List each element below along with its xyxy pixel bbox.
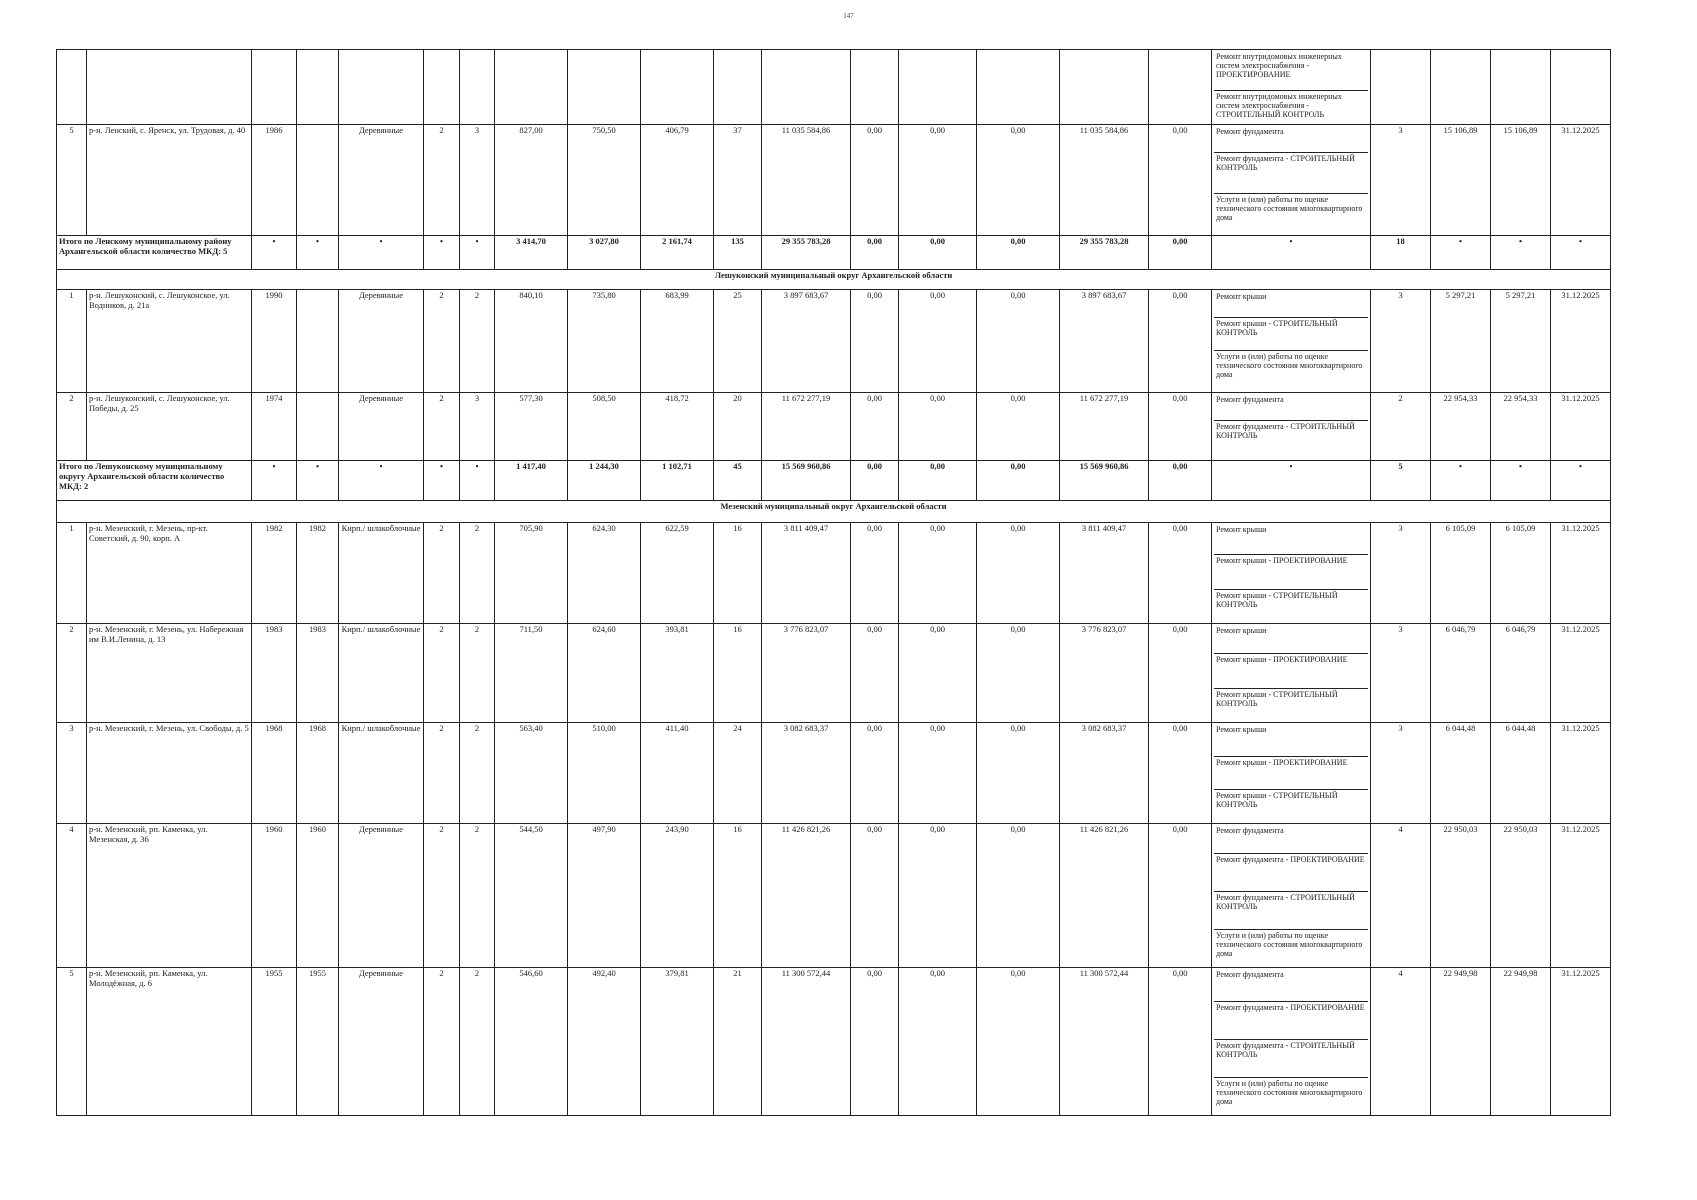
work-item: Ремонт фундамента - ПРОЕКТИРОВАНИЕ (1214, 854, 1368, 892)
address: р-н. Мезенский, г. Мезень, ул. Набережная им В.И.Ленина, д. 13 (87, 624, 252, 723)
address: р-н. Мезенский, г. Мезень, ул. Свободы, д. 5 (87, 723, 252, 824)
works-cell (1212, 624, 1371, 723)
total-dot: • (1431, 461, 1491, 501)
year-built: 1986 (252, 125, 297, 236)
work-count: 3 (1371, 125, 1431, 236)
year-renovated (297, 393, 339, 461)
deadline: 31.12.2025 (1551, 523, 1611, 624)
work-item: Ремонт крыши (1214, 724, 1368, 757)
area-living: 750,50 (568, 125, 641, 236)
cost-regional: 0,00 (899, 125, 977, 236)
cost-total: 11 672 277,19 (762, 393, 851, 461)
year-built: 1982 (252, 523, 297, 624)
cost-municipal: 0,00 (977, 624, 1060, 723)
capital-repair-register-table (56, 49, 1611, 1116)
total-dot: • (424, 236, 460, 270)
work-item: Ремонт внутридомовых инженерных систем электроснабжения - СТРОИТЕЛЬНЫЙ КОНТРОЛЬ (1216, 92, 1342, 120)
cost-regional: 0,00 (899, 290, 977, 393)
table-row (57, 723, 1611, 824)
work-count: 4 (1371, 968, 1431, 1116)
total-cost-other: 0,00 (1149, 236, 1212, 270)
entrances: 3 (460, 393, 495, 461)
cost-total: 11 300 572,44 (762, 968, 851, 1116)
cost-regional: 0,00 (899, 523, 977, 624)
work-count: 2 (1371, 393, 1431, 461)
entrances: 3 (460, 125, 495, 236)
area-total: 705,90 (495, 523, 568, 624)
cost-owners: 11 300 572,44 (1060, 968, 1149, 1116)
total-cost-regional: 0,00 (899, 236, 977, 270)
total-label: Итого по Лешуконскому муниципальному округу Архангельской области количество МКД: 2 (57, 461, 252, 501)
unit-cost-limit: 6 105,09 (1491, 523, 1551, 624)
residents: 37 (714, 125, 762, 236)
total-work-count: 18 (1371, 236, 1431, 270)
total-cost-municipal: 0,00 (977, 461, 1060, 501)
row-number: 3 (57, 723, 87, 824)
wall-material: Кирп./ шлакоблочные (339, 624, 424, 723)
table-row (57, 290, 1611, 393)
total-dot: • (1491, 461, 1551, 501)
unit-cost: 5 297,21 (1431, 290, 1491, 393)
total-dot: • (1431, 236, 1491, 270)
cost-total: 3 811 409,47 (762, 523, 851, 624)
total-work-count: 5 (1371, 461, 1431, 501)
unit-cost: 6 046,79 (1431, 624, 1491, 723)
total-area-living: 1 244,30 (568, 461, 641, 501)
cost-municipal: 0,00 (977, 125, 1060, 236)
total-cost-owners: 29 355 783,28 (1060, 236, 1149, 270)
total-dot: • (1212, 236, 1371, 270)
row-number: 1 (57, 290, 87, 393)
work-item: Ремонт крыши (1214, 291, 1368, 318)
cost-federal: 0,00 (851, 393, 899, 461)
address: р-н. Лешуконский, с. Лешуконское, ул. Водников, д. 21а (87, 290, 252, 393)
works-cell (1212, 393, 1371, 461)
entrances: 2 (460, 290, 495, 393)
unit-cost: 22 949,98 (1431, 968, 1491, 1116)
cost-regional: 0,00 (899, 824, 977, 968)
cost-federal: 0,00 (851, 290, 899, 393)
cost-owners: 3 897 683,67 (1060, 290, 1149, 393)
total-dot: • (1491, 236, 1551, 270)
cost-federal: 0,00 (851, 723, 899, 824)
cost-owners: 11 426 821,26 (1060, 824, 1149, 968)
address: р-н. Лешуконский, с. Лешуконское, ул. Победы, д. 25 (87, 393, 252, 461)
floors: 2 (424, 624, 460, 723)
deadline: 31.12.2025 (1551, 723, 1611, 824)
work-count: 3 (1371, 723, 1431, 824)
year-renovated: 1983 (297, 624, 339, 723)
year-built: 1983 (252, 624, 297, 723)
table-row (57, 393, 1611, 461)
entrances: 2 (460, 723, 495, 824)
area-owned: 683,99 (641, 290, 714, 393)
unit-cost-limit: 6 046,79 (1491, 624, 1551, 723)
area-owned: 406,79 (641, 125, 714, 236)
works-cell (1212, 50, 1371, 125)
total-dot: • (297, 236, 339, 270)
cost-municipal: 0,00 (977, 290, 1060, 393)
work-item: Ремонт крыши - ПРОЕКТИРОВАНИЕ (1214, 555, 1368, 590)
work-item: Услуги и (или) работы по оценке технического состояния многоквартирного дома (1216, 195, 1363, 223)
area-total: 544,50 (495, 824, 568, 968)
work-item: Ремонт крыши - СТРОИТЕЛЬНЫЙ КОНТРОЛЬ (1214, 318, 1368, 351)
residents: 16 (714, 824, 762, 968)
total-dot: • (1551, 236, 1611, 270)
table-row (57, 624, 1611, 723)
floors: 2 (424, 824, 460, 968)
work-item: Ремонт крыши - ПРОЕКТИРОВАНИЕ (1214, 757, 1368, 790)
work-item: Ремонт фундамента (1214, 126, 1368, 153)
cost-federal: 0,00 (851, 968, 899, 1116)
area-owned: 243,90 (641, 824, 714, 968)
cost-federal: 0,00 (851, 824, 899, 968)
deadline: 31.12.2025 (1551, 824, 1611, 968)
work-item: Ремонт крыши - ПРОЕКТИРОВАНИЕ (1214, 654, 1368, 689)
cost-total: 11 426 821,26 (762, 824, 851, 968)
year-built: 1990 (252, 290, 297, 393)
work-item: Ремонт крыши - СТРОИТЕЛЬНЫЙ КОНТРОЛЬ (1216, 791, 1338, 810)
cost-total: 11 035 584,86 (762, 125, 851, 236)
total-dot: • (339, 236, 424, 270)
floors: 2 (424, 723, 460, 824)
total-area-total: 1 417,40 (495, 461, 568, 501)
address: р-н. Ленский, с. Яренск, ул. Трудовая, д. 40 (87, 125, 252, 236)
cost-total: 3 082 683,37 (762, 723, 851, 824)
cost-regional: 0,00 (899, 393, 977, 461)
total-area-owned: 1 102,71 (641, 461, 714, 501)
year-renovated: 1955 (297, 968, 339, 1116)
year-renovated: 1960 (297, 824, 339, 968)
row-number: 4 (57, 824, 87, 968)
total-cost-owners: 15 569 960,86 (1060, 461, 1149, 501)
table-row (57, 523, 1611, 624)
section-row (57, 501, 1611, 523)
area-owned: 622,59 (641, 523, 714, 624)
unit-cost-limit: 15 106,89 (1491, 125, 1551, 236)
cost-regional: 0,00 (899, 968, 977, 1116)
cost-total: 3 776 823,07 (762, 624, 851, 723)
work-item: Услуги и (или) работы по оценке технического состояния многоквартирного дома (1216, 931, 1363, 959)
work-count: 4 (1371, 824, 1431, 968)
cost-other: 0,00 (1149, 393, 1212, 461)
row-number: 1 (57, 523, 87, 624)
area-total: 840,10 (495, 290, 568, 393)
wall-material: Деревянные (339, 125, 424, 236)
deadline: 31.12.2025 (1551, 624, 1611, 723)
cost-regional: 0,00 (899, 624, 977, 723)
year-built: 1974 (252, 393, 297, 461)
total-dot: • (339, 461, 424, 501)
unit-cost-limit: 6 044,48 (1491, 723, 1551, 824)
total-cost-other: 0,00 (1149, 461, 1212, 501)
deadline: 31.12.2025 (1551, 393, 1611, 461)
cost-owners: 3 811 409,47 (1060, 523, 1149, 624)
row-number: 2 (57, 393, 87, 461)
residents: 16 (714, 523, 762, 624)
work-item: Услуги и (или) работы по оценке технического состояния многоквартирного дома (1216, 352, 1363, 380)
total-row (57, 461, 1611, 501)
unit-cost-limit: 22 954,33 (1491, 393, 1551, 461)
unit-cost-limit: 22 950,03 (1491, 824, 1551, 968)
area-owned: 379,81 (641, 968, 714, 1116)
total-dot: • (252, 236, 297, 270)
work-item: Ремонт внутридомовых инженерных систем электроснабжения - ПРОЕКТИРОВАНИЕ (1214, 51, 1368, 91)
area-living: 508,50 (568, 393, 641, 461)
cost-municipal: 0,00 (977, 824, 1060, 968)
wall-material: Деревянные (339, 393, 424, 461)
cost-other: 0,00 (1149, 125, 1212, 236)
total-dot: • (460, 461, 495, 501)
year-renovated (297, 125, 339, 236)
area-owned: 411,40 (641, 723, 714, 824)
total-dot: • (1212, 461, 1371, 501)
total-area-living: 3 027,80 (568, 236, 641, 270)
year-built: 1968 (252, 723, 297, 824)
cost-other: 0,00 (1149, 523, 1212, 624)
entrances: 2 (460, 968, 495, 1116)
cost-federal: 0,00 (851, 125, 899, 236)
work-count: 3 (1371, 523, 1431, 624)
area-living: 492,40 (568, 968, 641, 1116)
cost-owners: 11 035 584,86 (1060, 125, 1149, 236)
cost-total: 3 897 683,67 (762, 290, 851, 393)
cost-municipal: 0,00 (977, 393, 1060, 461)
deadline: 31.12.2025 (1551, 968, 1611, 1116)
work-item: Ремонт фундамента - ПРОЕКТИРОВАНИЕ (1214, 1002, 1368, 1040)
table-row (57, 968, 1611, 1116)
row-number: 5 (57, 968, 87, 1116)
work-item: Ремонт крыши - СТРОИТЕЛЬНЫЙ КОНТРОЛЬ (1216, 690, 1338, 709)
address: р-н. Мезенский, рп. Каменка, ул. Молодёжная, д. 6 (87, 968, 252, 1116)
total-cost: 15 569 960,86 (762, 461, 851, 501)
cost-other: 0,00 (1149, 968, 1212, 1116)
works-cell (1212, 125, 1371, 236)
works-cell (1212, 290, 1371, 393)
section-title: Лешуконский муниципальный округ Архангельской области (57, 270, 1611, 290)
address: р-н. Мезенский, г. Мезень, пр-кт. Советский, д. 90, корп. А (87, 523, 252, 624)
total-cost-federal: 0,00 (851, 236, 899, 270)
cost-municipal: 0,00 (977, 523, 1060, 624)
unit-cost: 6 105,09 (1431, 523, 1491, 624)
work-item: Ремонт фундамента (1214, 394, 1368, 421)
deadline: 31.12.2025 (1551, 290, 1611, 393)
total-dot: • (460, 236, 495, 270)
total-cost-municipal: 0,00 (977, 236, 1060, 270)
year-renovated: 1968 (297, 723, 339, 824)
floors: 2 (424, 523, 460, 624)
wall-material: Кирп./ шлакоблочные (339, 523, 424, 624)
entrances: 2 (460, 523, 495, 624)
table-row (57, 824, 1611, 968)
area-total: 827,00 (495, 125, 568, 236)
table-row (57, 125, 1611, 236)
work-item: Ремонт фундамента (1214, 969, 1368, 1002)
cost-other: 0,00 (1149, 723, 1212, 824)
cost-municipal: 0,00 (977, 968, 1060, 1116)
floors: 2 (424, 393, 460, 461)
total-cost-regional: 0,00 (899, 461, 977, 501)
entrances: 2 (460, 624, 495, 723)
total-dot: • (297, 461, 339, 501)
wall-material: Кирп./ шлакоблочные (339, 723, 424, 824)
works-cell (1212, 723, 1371, 824)
total-residents: 135 (714, 236, 762, 270)
continuation-row (57, 50, 1611, 125)
total-area-total: 3 414,70 (495, 236, 568, 270)
work-item: Ремонт крыши - СТРОИТЕЛЬНЫЙ КОНТРОЛЬ (1216, 591, 1338, 610)
work-item: Ремонт крыши (1214, 625, 1368, 654)
year-renovated (297, 290, 339, 393)
residents: 21 (714, 968, 762, 1116)
work-item: Ремонт фундамента - СТРОИТЕЛЬНЫЙ КОНТРОЛЬ (1216, 422, 1355, 441)
area-owned: 418,72 (641, 393, 714, 461)
area-living: 624,30 (568, 523, 641, 624)
area-living: 497,90 (568, 824, 641, 968)
area-living: 735,80 (568, 290, 641, 393)
area-owned: 393,81 (641, 624, 714, 723)
area-total: 577,30 (495, 393, 568, 461)
deadline: 31.12.2025 (1551, 125, 1611, 236)
total-label: Итого по Ленскому муниципальному району Архангельской области количество МКД: 5 (57, 236, 252, 270)
area-total: 546,60 (495, 968, 568, 1116)
work-item: Ремонт фундамента - СТРОИТЕЛЬНЫЙ КОНТРОЛЬ (1214, 892, 1368, 930)
entrances: 2 (460, 824, 495, 968)
work-item: Услуги и (или) работы по оценке технического состояния многоквартирного дома (1216, 1079, 1363, 1107)
cost-federal: 0,00 (851, 523, 899, 624)
year-renovated: 1982 (297, 523, 339, 624)
unit-cost: 6 044,48 (1431, 723, 1491, 824)
wall-material: Деревянные (339, 968, 424, 1116)
cost-owners: 3 776 823,07 (1060, 624, 1149, 723)
section-row (57, 270, 1611, 290)
cost-federal: 0,00 (851, 624, 899, 723)
area-living: 510,00 (568, 723, 641, 824)
work-item: Ремонт фундамента (1214, 825, 1368, 854)
unit-cost: 15 106,89 (1431, 125, 1491, 236)
unit-cost: 22 950,03 (1431, 824, 1491, 968)
cost-owners: 11 672 277,19 (1060, 393, 1149, 461)
wall-material: Деревянные (339, 290, 424, 393)
unit-cost: 22 954,33 (1431, 393, 1491, 461)
residents: 20 (714, 393, 762, 461)
year-built: 1960 (252, 824, 297, 968)
unit-cost-limit: 5 297,21 (1491, 290, 1551, 393)
area-total: 711,50 (495, 624, 568, 723)
floors: 2 (424, 968, 460, 1116)
total-row (57, 236, 1611, 270)
total-cost-federal: 0,00 (851, 461, 899, 501)
cost-owners: 3 082 683,37 (1060, 723, 1149, 824)
work-item: Ремонт фундамента - СТРОИТЕЛЬНЫЙ КОНТРОЛЬ (1214, 1040, 1368, 1078)
page-number: 147 (843, 12, 854, 20)
cost-municipal: 0,00 (977, 723, 1060, 824)
total-dot: • (252, 461, 297, 501)
address: р-н. Мезенский, рп. Каменка, ул. Мезенская, д. 36 (87, 824, 252, 968)
work-count: 3 (1371, 624, 1431, 723)
total-area-owned: 2 161,74 (641, 236, 714, 270)
year-built: 1955 (252, 968, 297, 1116)
total-dot: • (424, 461, 460, 501)
total-cost: 29 355 783,28 (762, 236, 851, 270)
area-total: 563,40 (495, 723, 568, 824)
floors: 2 (424, 125, 460, 236)
floors: 2 (424, 290, 460, 393)
cost-other: 0,00 (1149, 624, 1212, 723)
work-count: 3 (1371, 290, 1431, 393)
work-item: Ремонт фундамента - СТРОИТЕЛЬНЫЙ КОНТРОЛЬ (1214, 153, 1368, 194)
area-living: 624,60 (568, 624, 641, 723)
cost-other: 0,00 (1149, 824, 1212, 968)
wall-material: Деревянные (339, 824, 424, 968)
unit-cost-limit: 22 949,98 (1491, 968, 1551, 1116)
total-dot: • (1551, 461, 1611, 501)
residents: 25 (714, 290, 762, 393)
works-cell (1212, 824, 1371, 968)
residents: 16 (714, 624, 762, 723)
cost-other: 0,00 (1149, 290, 1212, 393)
residents: 24 (714, 723, 762, 824)
total-residents: 45 (714, 461, 762, 501)
cost-regional: 0,00 (899, 723, 977, 824)
section-title: Мезенский муниципальный округ Архангельской области (57, 501, 1611, 523)
work-item: Ремонт крыши (1214, 524, 1368, 555)
works-cell (1212, 968, 1371, 1116)
works-cell (1212, 523, 1371, 624)
row-number: 5 (57, 125, 87, 236)
row-number: 2 (57, 624, 87, 723)
